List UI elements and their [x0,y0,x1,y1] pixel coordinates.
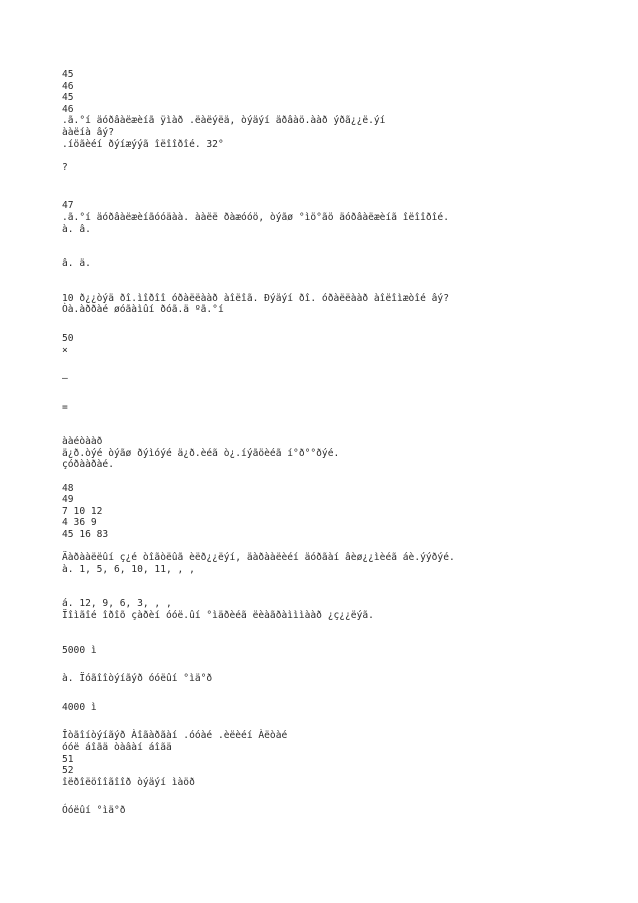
text-line: à. â. [62,223,91,235]
text-line: Îòãîíòýíãýð Àîãàðãàí .óóàé .èëèéí Àëòàé [62,730,288,742]
text-line: Ïîìãîé îðîõ çàðèí óóë.ûí °ìäðèéã ëèàãðàìììààð ¿ç¿¿ëýã. [62,610,374,621]
text-line: 4 36 9 [62,517,97,529]
text-line: .íöãèéí ðýíæýýã îëîîðîé. 32° [62,138,224,150]
text-line: 46 [62,103,74,115]
text-line: ä¿ð.òýé òýãø ðýìóýé ä¿ð.èéã ò¿.íýãöèéã í°ð°°ðýé. [62,447,340,459]
text-line: çóðààðàé. [62,459,114,471]
text-line: ààëíà âý? [62,126,114,138]
text-line: 46 [62,80,74,92]
text-line: óóë áîãä òàâàí áîãä [62,741,172,753]
text-line: îëðîëöîîãîîð òýäýí ìàöð [62,776,195,788]
text-line: Òà.àððàé øóãàìûí ðóã.ä ºã.°í [62,304,224,316]
text-line: 49 [62,494,74,506]
text-line: 45 [62,69,74,80]
text-line: 47 [62,200,74,212]
text-line: 45 [62,92,74,104]
text-line: 5000 ì [62,644,97,656]
text-line: 52 [62,765,74,777]
text-line: = [62,401,68,413]
text-line: à. Ïóãîîòýíãýð óóëûí °ìä°ð [62,673,213,685]
text-line: ? [62,161,68,173]
document-body [62,69,622,817]
text-line: .ã.°í äóðâàëæèíãóóäàà. ààëë ðàæóóö, òýãø °ìö°ãö äóðâàëæèíã îëîîðîé. [62,211,449,223]
text-line: á. 12, 9, 6, 3, , , [62,598,172,610]
text-line: × [62,344,68,356]
text-line: Óóëûí °ìä°ð [62,805,126,817]
text-line: 48 [62,482,74,494]
text-line: .ã.°í äóðâàëæèíã ÿìàð .ëàëýëä, òýäýí äðâàö.ààð ýðã¿¿ë.ýí [62,115,386,127]
text-line: – [62,373,68,385]
text-line: 7 10 12 [62,505,103,517]
text-line: 50 [62,332,74,344]
text-line: à. 1, 5, 6, 10, 11, , , [62,563,195,575]
text-line: 4000 ì [62,701,97,713]
text-line: 51 [62,753,74,765]
text-line: ààéòààð [62,436,103,448]
text-line: 10 ð¿¿òýä ðî.ìîðîî óðàëëààð àîëîã. Ðýäýí ðî. óðàëëààð àîëîìæòîé âý? [62,292,449,304]
text-line: 45 16 83 [62,529,109,541]
text-line: Äàðààëëûí ç¿é òîãòëûã èëð¿¿ëýí, äàðààëèéí äóðãàí âèø¿¿ìèéã áè.ýýðýé. [62,552,455,564]
text-line: â. ä. [62,258,91,270]
